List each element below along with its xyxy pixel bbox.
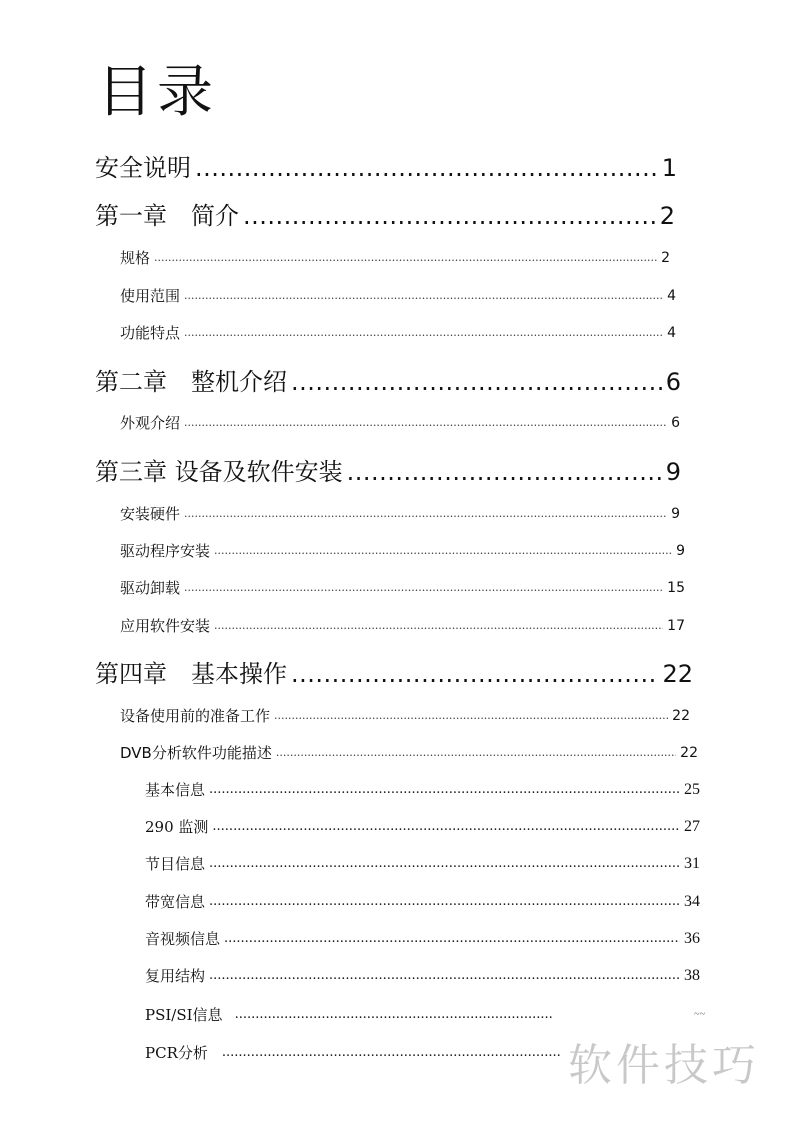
dot-leader: [184, 285, 663, 307]
toc-entry-features[interactable]: [120, 322, 676, 344]
toc-entry-pcr-analysis[interactable]: [145, 1042, 565, 1064]
toc-entry-label: 复用结构: [145, 967, 206, 985]
toc-entry-label: 设备使用前的准备工作: [120, 707, 271, 725]
toc-entry-label: 驱动卸载: [120, 579, 181, 597]
dot-leader: [214, 540, 672, 562]
toc-entry-label: 功能特点: [120, 324, 181, 342]
toc-page-number: 9: [671, 506, 680, 522]
toc-entry-label: 第四章 基本操作: [95, 660, 287, 688]
toc-page-number: 4: [667, 325, 676, 341]
toc-page-number: 22: [662, 660, 693, 688]
toc-page-number: 22: [672, 708, 690, 724]
toc-entry-psi-si[interactable]: [145, 1004, 705, 1026]
dot-leader: [222, 1042, 561, 1064]
toc-page-number: 2: [659, 202, 675, 230]
dot-leader: [235, 1004, 553, 1026]
toc-entry-label: DVB分析软件功能描述: [120, 744, 272, 762]
dot-leader: [209, 891, 680, 913]
toc-page-number: 6: [671, 415, 680, 431]
toc-entry-driver-uninstall[interactable]: [120, 577, 685, 599]
toc-page-number: 31: [684, 855, 700, 872]
toc-page-number: 2: [661, 250, 670, 266]
toc-entry-av-info[interactable]: [145, 928, 700, 950]
dot-leader: [243, 200, 656, 232]
toc-page-number: 34: [684, 893, 700, 910]
toc-page-number: 4: [667, 288, 676, 304]
toc-entry-app-install[interactable]: [120, 615, 685, 637]
toc-entry-usage-scope[interactable]: [120, 285, 676, 307]
dot-leader: [195, 152, 658, 184]
toc-entry-install-hardware[interactable]: [120, 503, 680, 525]
toc-page-number: 38: [684, 967, 700, 984]
toc-entry-label: 第一章 简介: [95, 202, 239, 230]
toc-entry-specifications[interactable]: [120, 247, 670, 269]
dot-leader: [184, 577, 663, 599]
toc-page-number: 15: [667, 580, 685, 596]
toc-entry-label: 带宽信息: [145, 893, 206, 911]
toc-page-number: 22: [680, 745, 698, 761]
toc-entry-label: 使用范围: [120, 287, 181, 305]
watermark-text: 软件技巧: [568, 1040, 760, 1091]
toc-entry-program-info[interactable]: [145, 853, 700, 875]
toc-page-number: ~~: [694, 1009, 705, 1020]
dot-leader: [154, 247, 657, 269]
dot-leader: [184, 503, 667, 525]
toc-entry-basic-info[interactable]: [145, 779, 700, 801]
toc-page-number: 36: [684, 930, 700, 947]
toc-entry-chapter-2[interactable]: [95, 366, 681, 398]
toc-entry-label: 外观介绍: [120, 414, 181, 432]
toc-page-number: 27: [684, 818, 700, 835]
dot-leader: [291, 366, 662, 398]
toc-entry-290-monitoring[interactable]: [145, 816, 700, 838]
toc-page-number: 9: [676, 543, 685, 559]
toc-entry-label: PCR分析: [145, 1044, 208, 1062]
dot-leader: [209, 779, 680, 801]
toc-page-number: 25: [684, 781, 700, 798]
toc-entry-mux-structure[interactable]: [145, 965, 700, 987]
toc-entry-label: 驱动程序安装: [120, 542, 211, 560]
toc-entry-label: 第二章 整机介绍: [95, 368, 287, 396]
toc-page-number: 17: [667, 618, 685, 634]
dot-leader: [276, 742, 676, 764]
dot-leader: [209, 965, 680, 987]
dot-leader: [214, 615, 663, 637]
toc-entry-dvb-analysis[interactable]: [120, 742, 698, 764]
dot-leader: [291, 658, 658, 690]
toc-entry-label: 节目信息: [145, 855, 206, 873]
toc-entry-chapter-3[interactable]: [95, 456, 681, 488]
toc-entry-label: 音视频信息: [145, 930, 221, 948]
toc-entry-label: 基本信息: [145, 781, 206, 799]
toc-entry-safety[interactable]: [95, 152, 677, 184]
toc-entry-driver-install[interactable]: [120, 540, 685, 562]
dot-leader: [347, 456, 662, 488]
toc-page-number: 9: [665, 458, 681, 486]
toc-entry-chapter-4[interactable]: [95, 658, 693, 690]
toc-entry-bandwidth-info[interactable]: [145, 891, 700, 913]
toc-page-number: 6: [665, 368, 681, 396]
dot-leader: [224, 928, 680, 950]
dot-leader: [184, 322, 663, 344]
toc-entry-label: 安全说明: [95, 154, 191, 182]
dot-leader: [184, 412, 667, 434]
toc-title: 目录: [97, 60, 217, 125]
toc-entry-chapter-1[interactable]: [95, 200, 675, 232]
toc-entry-label: 第三章 设备及软件安装: [95, 458, 343, 486]
toc-entry-preparation[interactable]: [120, 705, 690, 727]
toc-entry-label: 290 监测: [145, 818, 209, 836]
toc-entry-appearance[interactable]: [120, 412, 680, 434]
dot-leader: [274, 705, 668, 727]
toc-entry-label: PSI/SI信息: [145, 1006, 223, 1024]
toc-entry-label: 应用软件安装: [120, 617, 211, 635]
dot-leader: [209, 853, 680, 875]
toc-entry-label: 安装硬件: [120, 505, 181, 523]
dot-leader: [212, 816, 680, 838]
toc-page-number: 1: [661, 154, 677, 182]
toc-entry-label: 规格: [120, 249, 151, 267]
